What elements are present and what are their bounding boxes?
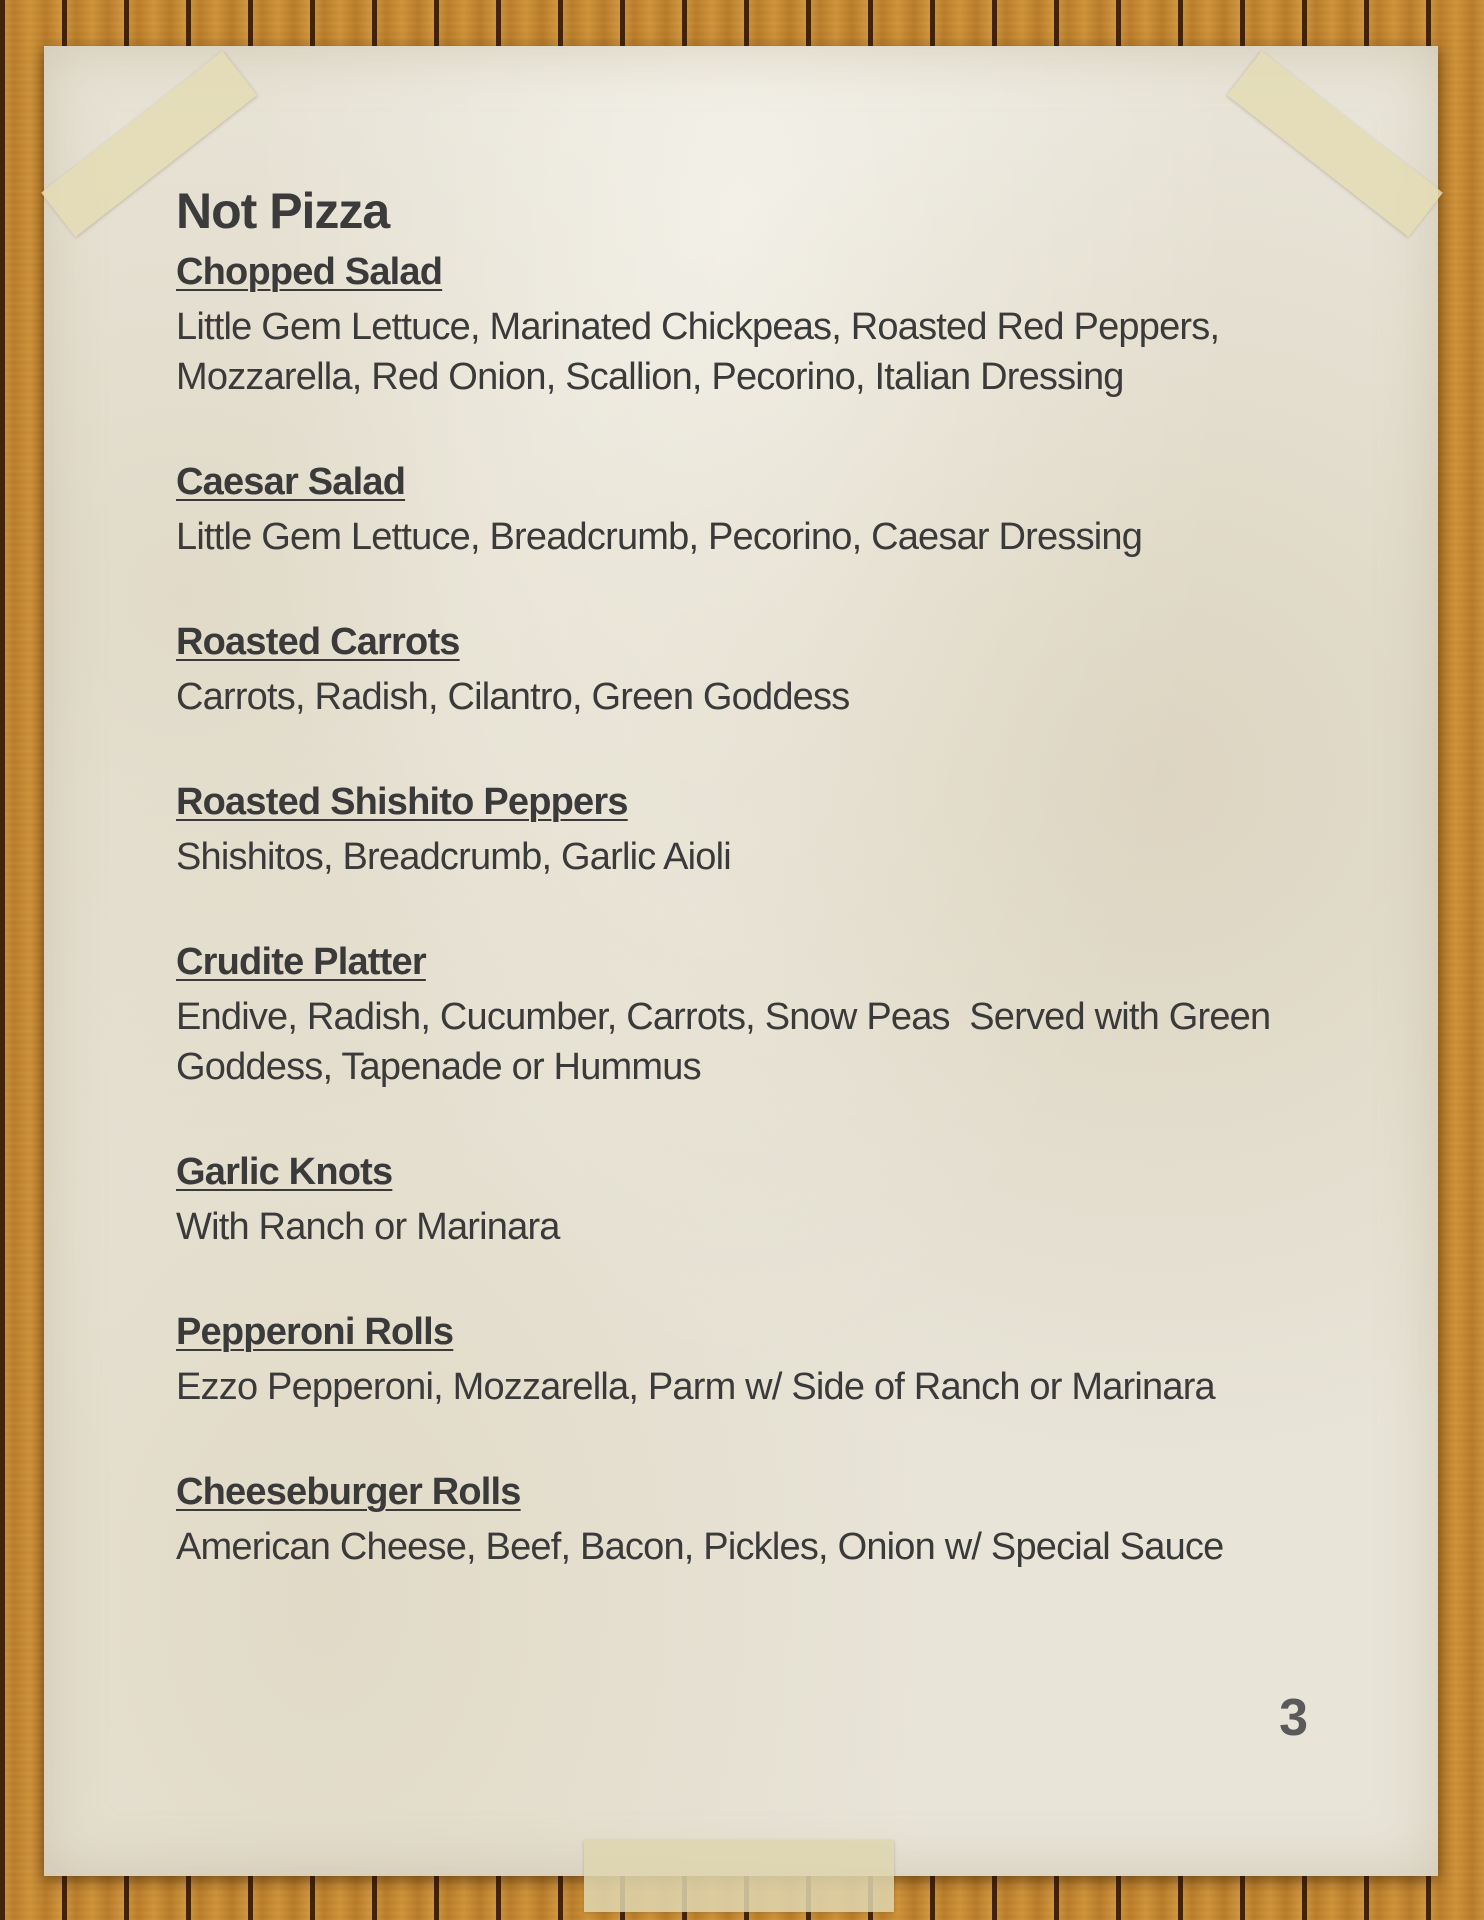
item-name: Chopped Salad [176,251,443,293]
menu-content [176,182,1356,1628]
section-title: Not Pizza [176,183,390,239]
item-name: Pepperoni Rolls [176,1311,454,1353]
menu-item-chopped-salad [176,248,1356,402]
item-name: Roasted Shishito Peppers [176,781,628,823]
page-number: 3 [1279,1689,1308,1747]
item-name: Crudite Platter [176,941,426,983]
menu-item-pepperoni-rolls [176,1308,1356,1412]
item-description: With Ranch or Marinara [176,1206,560,1248]
tape-bottom [584,1840,894,1912]
item-description: Carrots, Radish, Cilantro, Green Goddess [176,676,850,718]
menu-item-cheeseburger-rolls [176,1468,1356,1572]
menu-item-caesar-salad [176,458,1356,562]
menu-paper [44,46,1438,1876]
item-description: Ezzo Pepperoni, Mozzarella, Parm w/ Side of Ranch or Marinara [176,1366,1215,1408]
item-description: Little Gem Lettuce, Breadcrumb, Pecorino, Caesar Dressing [176,516,1143,558]
menu-item-roasted-carrots [176,618,1356,722]
item-name: Garlic Knots [176,1151,393,1193]
item-description: American Cheese, Beef, Bacon, Pickles, Onion w/ Special Sauce [176,1526,1224,1568]
item-description: Little Gem Lettuce, Marinated Chickpeas, Roasted Red Peppers, Mozzarella, Red Onion, Scallion, Pecorino, Italian Dressing [176,306,1220,398]
menu-item-crudite-platter [176,938,1356,1092]
menu-item-roasted-shishito-peppers [176,778,1356,882]
item-name: Cheeseburger Rolls [176,1471,521,1513]
menu-item-garlic-knots [176,1148,1356,1252]
item-description: Shishitos, Breadcrumb, Garlic Aioli [176,836,731,878]
item-name: Caesar Salad [176,461,406,503]
item-name: Roasted Carrots [176,621,460,663]
item-description: Endive, Radish, Cucumber, Carrots, Snow Peas Served with Green Goddess, Tapenade or Hummus [176,996,1281,1088]
